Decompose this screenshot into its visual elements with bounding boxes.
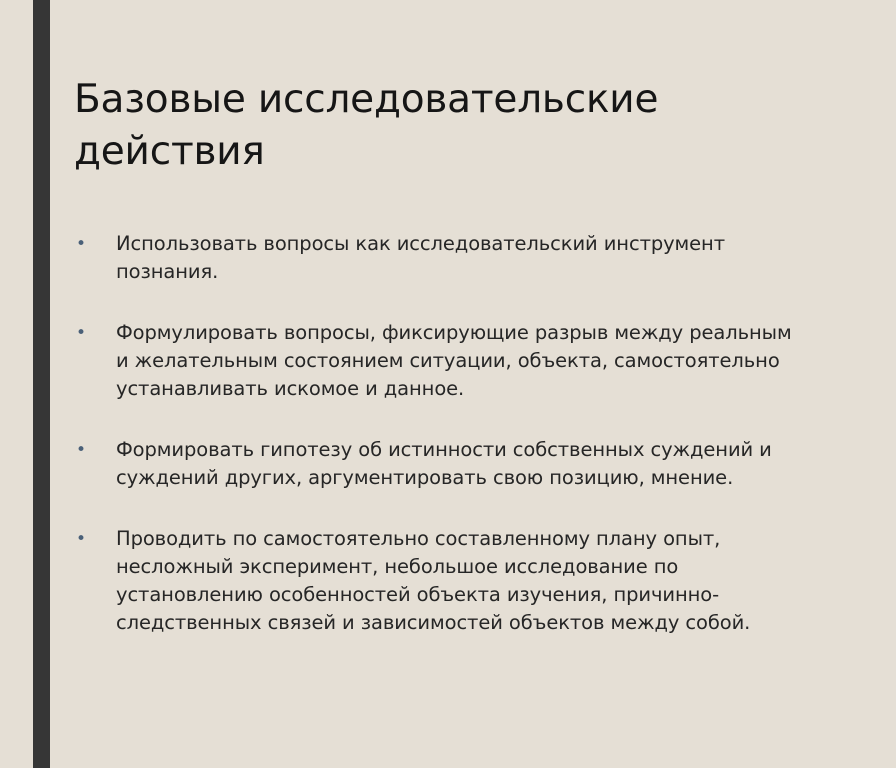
left-accent-bar — [33, 0, 50, 768]
bullet-text: Использовать вопросы как исследовательский инструмент познания. — [116, 232, 725, 283]
bullet-dot-icon: • — [76, 234, 86, 254]
bullet-item-questions-tool — [76, 230, 796, 286]
slide-title — [74, 74, 834, 178]
bullet-text: Формулировать вопросы, фиксирующие разрыв между реальным и желательным состоянием ситуации, объекта, самостоятельно устанавливать искомое и данное. — [116, 321, 792, 400]
bullet-text: Формировать гипотезу об истинности собственных суждений и суждений других, аргументировать свою позицию, мнение. — [116, 438, 772, 489]
bullet-dot-icon: • — [76, 323, 86, 343]
bullet-item-formulate-questions — [76, 319, 796, 403]
bullet-list — [76, 230, 796, 670]
bullet-text: Проводить по самостоятельно составленному плану опыт, несложный эксперимент, небольшое исследование по установлению особенностей объекта изучения, причинно-следственных связей и зависимостей объектов между собой. — [116, 527, 751, 634]
bullet-item-conduct-experiment — [76, 525, 796, 637]
bullet-dot-icon: • — [76, 529, 86, 549]
bullet-dot-icon: • — [76, 440, 86, 460]
slide-title-line-2: действия — [74, 129, 265, 174]
slide-title-line-1: Базовые исследовательские — [74, 77, 659, 122]
bullet-item-form-hypothesis — [76, 436, 796, 492]
